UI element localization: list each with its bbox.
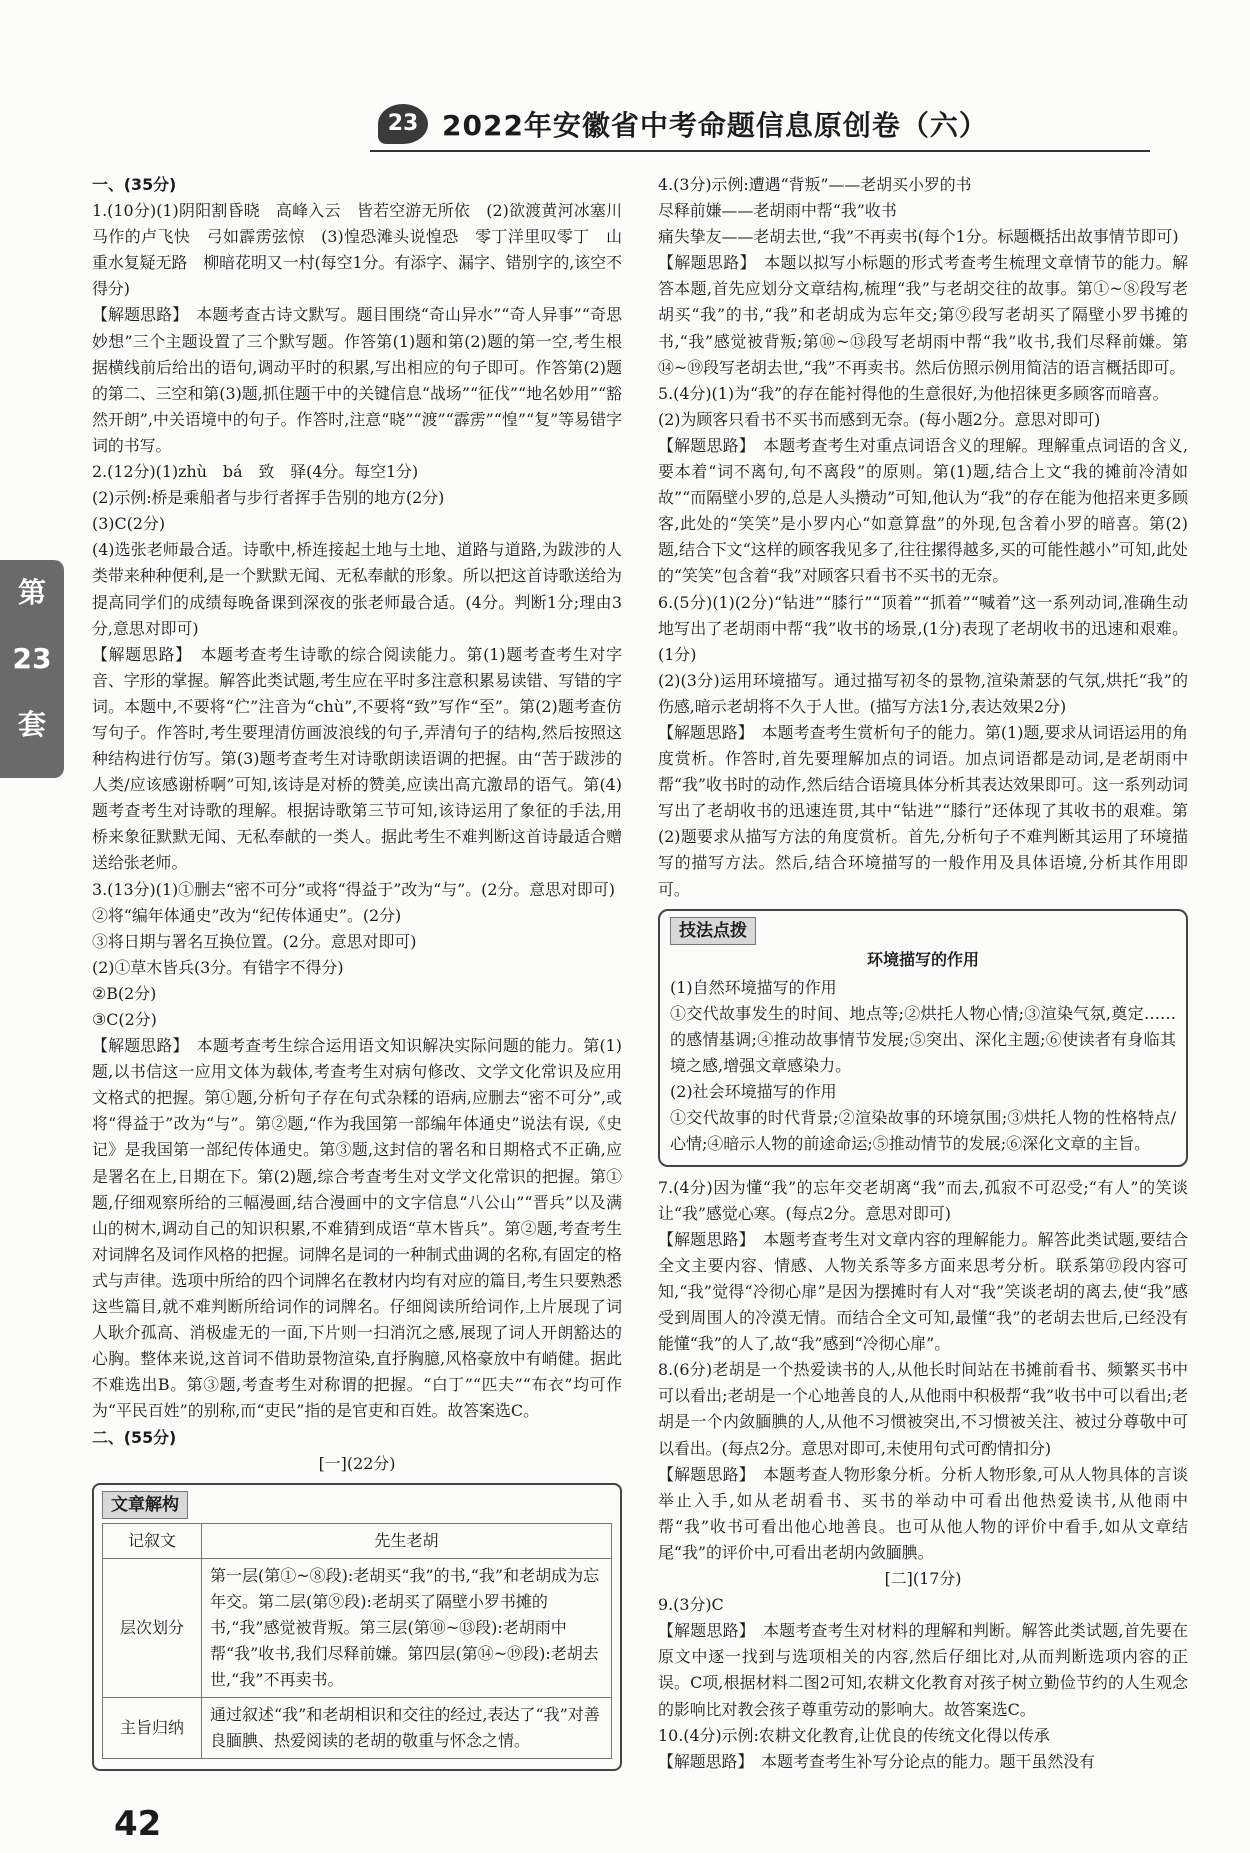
- structure-box: [92, 1483, 622, 1771]
- answer-q9: 9.(3分)C: [658, 1595, 724, 1615]
- tip-label: 技法点拨: [670, 917, 756, 945]
- analysis-q9: 【解题思路】 本题考查考生对材料的理解和判断。解答此类试题,首先要在原文中逐一找到与选项相关的内容,然后仔细比对,从而判断选项内容的正误。C项,根据材料二图2可知,农耕文化教育对孩子树立勤俭节约的人生观念的影响比对教会孩子尊重劳动的影响大。故答案选C。: [658, 1621, 1188, 1719]
- left-column: [92, 172, 638, 1777]
- table-cell-key: 记叙文: [103, 1523, 202, 1558]
- table-cell-key: 层次划分: [103, 1558, 202, 1697]
- analysis-q10: 【解题思路】 本题考查考生补写分论点的能力。题干虽然没有: [658, 1751, 1095, 1771]
- tip-line: ①交代故事发生的时间、地点等;②烘托人物心情;③渲染气氛,奠定……的感情基调;④推动故事情节发展;⑤突出、深化主题;⑥使读者有身临其境之感,增强文章感染力。: [670, 1003, 1176, 1075]
- answer-q3-6: ③C(2分): [92, 1010, 157, 1029]
- answer-q3-3: ③将日期与署名互换位置。(2分。意思对即可): [92, 931, 417, 951]
- analysis-q2: 【解题思路】 本题考查考生诗歌的综合阅读能力。第(1)题考查考生对字音、字形的掌握。解答此类试题,考生应在平时多注意积累易读错、写错的字词。本题中,不要将“伫”注音为“chù”,不要将“致”写作“至”。第(2)题考查仿写句子。作答时,考生要理清仿画波浪线的句子,弄清句子的结构,然后按照这种结构进行仿写。第(3)题考查考生对诗歌朗读语调的把握。由“苦于跋涉的人类/应该感谢桥啊”可知,该诗是对桥的赞美,应读出高亢激昂的语气。第(4)题考查考生对诗歌的理解。根据诗歌第三节可知,该诗运用了象征的手法,用桥来象征默默无闻、无私奉献的一类人。据此考生不难判断这首诗最适合赠送给张老师。: [92, 644, 622, 873]
- analysis-q3: 【解题思路】 本题考查考生综合运用语文知识解决实际问题的能力。第(1)题,以书信这一应用文体为载体,考查考生对病句修改、文学文化常识及应用文格式的把握。第①题,分析句子存在句式杂糅的语病,应删去“密不可分”,或将“得益于”改为“与”。第②题,“作为我国第一部编年体通史”说法有误,《史记》是我国第一部纪传体通史。第③题,这封信的署名和日期格式不正确,应是署名在上,日期在下。第(2)题,综合考查考生对文学文化常识的把握。第①题,仔细观察所给的三幅漫画,结合漫画中的文字信息“八公山”“晋兵”以及满山的树木,调动自己的知识积累,不难猜到成语“草木皆兵”。第②题,考查考生对词牌名及词作风格的把握。词牌名是词的一种制式曲调的名称,有固定的格式与声律。选项中所给的四个词牌名在教材内均有对应的篇目,考生只要熟悉这些篇目,就不难判断所给词作的词牌名。仔细阅读所给词作,上片展现了词人耿介孤高、消极虚无的一面,下片则一扫消沉之感,展现了词人开朗豁达的心胸。整体来说,这首词不借助景物渲染,直抒胸臆,风格豪放中有峭健。据此不难选出B。第③题,考查考生对称谓的把握。“白丁”“匹夫”“布衣”均可作为“平民百姓”的别称,而“吏民”指的是官吏和百姓。故答案选C。: [92, 1036, 622, 1421]
- analysis-q7: 【解题思路】 本题考查考生对文章内容的理解能力。解答此类试题,要结合全文主要内容、情感、人物关系等多方面来思考分析。联系第⑰段内容可知,“我”觉得“冷彻心扉”是因为摆摊时有人对“我”笑谈老胡的离去,使“我”感受到周围人的冷漠无情。而结合全文可知,最懂“我”的老胡去世后,已经没有能懂“我”的人了,故“我”感到“冷彻心扉”。: [658, 1229, 1188, 1354]
- answer-q5-2: (2)为顾客只看书不买书而感到无奈。(每小题2分。意思对即可): [658, 409, 1101, 429]
- answer-q3-5: ②B(2分): [92, 983, 157, 1003]
- answer-q6-2: (2)(3分)运用环境描写。通过描写初冬的景物,渲染萧瑟的气氛,烘托“我”的伤感,暗示老胡将不久于人世。(描写方法1分,表达效果2分): [658, 670, 1188, 716]
- technique-tip-box: [658, 909, 1188, 1167]
- answer-q3: 3.(13分)(1)①删去“密不可分”或将“得益于”改为“与”。(2分。意思对即可): [92, 879, 615, 899]
- analysis-q1: 【解题思路】 本题考查古诗文默写。题目围绕“奇山异水”“奇人异事”“奇思妙想”三个主题设置了三个默写题。作答第(1)题和第(2)题的第一空,考生根据横线前后给出的语句,调动平时的积累,写出相应的句子即可。作答第(2)题的第二、三空和第(3)题,抓住题干中的关键信息“战场”“征伐”“地名妙用”“豁然开朗”,中关语境中的句子。作答时,注意“晓”“渡”“霹雳”“惶”“复”等易错字词的书写。: [92, 305, 622, 455]
- section-heading-2: 二、(55分): [92, 1427, 177, 1447]
- answer-q2-2: (2)示例:桥是乘船者与步行者挥手告别的地方(2分): [92, 488, 445, 508]
- header-rule: [370, 150, 1150, 152]
- tip-line: ①交代故事的时代背景;②渲染故事的环境氛围;③烘托人物的性格特点/心情;④暗示人物的前途命运;⑤推动情节的发展;⑥深化文章的主旨。: [670, 1107, 1176, 1153]
- answer-q4: 4.(3分)示例:遭遇“背叛”——老胡买小罗的书: [658, 175, 972, 194]
- table-cell-value: 第一层(第①~⑧段):老胡买“我”的书,“我”和老胡成为忘年交。第二层(第⑨段):老胡买了隔壁小罗书摊的书,“我”感觉被背叛。第三层(第⑩~⑬段):老胡雨中帮“我”收书,我们尽释前嫌。第四层(第⑭~⑲段):老胡去世,“我”不再卖书。: [202, 1558, 612, 1697]
- answer-q8: 8.(6分)老胡是一个热爱读书的人,从他长时间站在书摊前看书、频繁买书中可以看出;老胡是一个心地善良的人,从他雨中积极帮“我”收书中可以看出;老胡是一个内敛腼腆的人,从他不习惯被突出,不习惯被关注、被过分尊敬中可以看出。(每点2分。意思对即可,未使用句式可酌情扣分): [658, 1360, 1188, 1458]
- analysis-q6: 【解题思路】 本题考查考生赏析句子的能力。第(1)题,要求从词语运用的角度赏析。作答时,首先要理解加点的词语。加点词语都是动词,是老胡雨中帮“我”收书时的动作,然后结合语境具体分析其表达效果即可。这一系列动词写出了老胡收书的迅速连贯,其中“钻进”“膝行”还体现了其收书的艰难。第(2)题要求从描写方法的角度赏析。首先,分析句子不难判断其运用了环境描写的描写方法。然后,结合环境描写的一般作用及具体语境,分析其作用即可。: [658, 722, 1188, 899]
- answer-q2-4: (4)选张老师最合适。诗歌中,桥连接起土地与土地、道路与道路,为跋涉的人类带来种种便利,是一个默默无闻、无私奉献的形象。所以把这首诗歌送给为提高同学们的成绩每晚备课到深夜的张老师最合适。(4分。判断1分;理由3分,意思对即可): [92, 540, 622, 638]
- answer-q3-2: ②将“编年体通史”改为“纪传体通史”。(2分): [92, 905, 402, 925]
- answer-q4-2: 尽释前嫌——老胡雨中帮“我”收书: [658, 201, 897, 221]
- section-heading: 一、(35分): [92, 175, 177, 194]
- tip-title: 环境描写的作用: [866, 949, 979, 969]
- side-tab: [0, 560, 64, 778]
- right-column: [658, 172, 1188, 1775]
- page-number: 42: [114, 1804, 162, 1844]
- answer-q6: 6.(5分)(1)(2分)“钻进”“膝行”“顶着”“抓着”“喊着”这一系列动词,准确生动地写出了老胡雨中帮“我”收书的场景,(1分)表现了老胡收书的迅速和艰难。(1分): [658, 592, 1188, 664]
- table-row: [103, 1697, 612, 1758]
- answer-q5: 5.(4分)(1)为“我”的存在能衬得他的生意很好,为他招徕更多顾客而暗喜。: [658, 383, 1169, 403]
- table-row: [103, 1558, 612, 1697]
- part-heading-2: [二](17分): [884, 1569, 962, 1589]
- table-cell-value: 通过叙述“我”和老胡相识和交往的经过,表达了“我”对善良腼腆、热爱阅读的老胡的敬重与怀念之情。: [202, 1697, 612, 1758]
- answer-q3-4: (2)①草木皆兵(3分。有错字不得分): [92, 957, 344, 977]
- side-tab-char-1: 第: [17, 576, 46, 609]
- structure-table: [102, 1523, 612, 1759]
- answer-q4-3: 痛失挚友——老胡去世,“我”不再卖书(每个1分。标题概括出故事情节即可): [658, 227, 1179, 247]
- page-header: [370, 104, 1170, 148]
- table-row: [103, 1523, 612, 1558]
- analysis-q4: 【解题思路】 本题以拟写小标题的形式考查考生梳理文章情节的能力。解答本题,首先应划分文章结构,梳理“我”与老胡交往的故事。第①~⑧段写老胡买“我”的书,“我”和老胡成为忘年交;第⑨段写老胡买了隔壁小罗书摊的书,“我”感觉被背叛;第⑩~⑬段写老胡雨中帮“我”收书,我们尽释前嫌。第⑭~⑲段写老胡去世,“我”不再卖书。然后仿照示例用简洁的语言概括即可。: [658, 253, 1188, 377]
- table-cell-value: 先生老胡: [202, 1523, 612, 1558]
- answer-q1: 1.(10分)(1)阴阳割昏晓 高峰入云 皆若空游无所依 (2)欲渡黄河冰塞川 马作的卢飞快 弓如霹雳弦惊 (3)惶恐滩头说惶恐 零丁洋里叹零丁 山重水复疑无路 柳暗花明又一村(每空1分。有添字、漏字、错别字的,该空不得分): [92, 201, 638, 299]
- table-cell-key: 主旨归纳: [103, 1697, 202, 1758]
- answer-q7: 7.(4分)因为懂“我”的忘年交老胡离“我”而去,孤寂不可忍受;“有人”的笑谈让“我”感觉心寒。(每点2分。意思对即可): [658, 1177, 1188, 1223]
- side-tab-char-2: 23: [12, 642, 52, 675]
- tip-line: (2)社会环境描写的作用: [670, 1081, 837, 1101]
- structure-box-label: 文章解构: [102, 1491, 188, 1519]
- analysis-q8: 【解题思路】 本题考查人物形象分析。分析人物形象,可从人物具体的言谈举止入手,如从老胡看书、买书的举动中可看出他热爱读书,从他雨中帮“我”收书可看出他心地善良。也可从他人物的评价中看手,如从文章结尾“我”的评价中,可看出老胡内敛腼腆。: [658, 1464, 1188, 1562]
- answer-q10: 10.(4分)示例:农耕文化教育,让优良的传统文化得以传承: [658, 1725, 1050, 1745]
- side-tab-char-3: 套: [17, 708, 46, 741]
- tip-line: (1)自然环境描写的作用: [670, 977, 837, 997]
- answer-q2-3: (3)C(2分): [92, 514, 166, 534]
- page-title: 2022年安徽省中考命题信息原创卷（六）: [442, 109, 988, 142]
- part-heading: [一](22分): [318, 1453, 396, 1473]
- answer-q2: 2.(12分)(1)zhù bá 致 驿(4分。每空1分): [92, 462, 419, 482]
- analysis-q5: 【解题思路】 本题考查考生对重点词语含义的理解。理解重点词语的含义,要本着“词不离句,句不离段”的原则。第(1)题,结合上文“我的摊前冷清如故”“而隔壁小罗的,总是人头攒动”可知,他认为“我”的存在能为他招来更多顾客,此处的“笑笑”是小罗内心“如意算盘”的外现,包含着小罗的暗喜。第(2)题,结合下文“这样的顾客我见多了,往往摞得越多,买的可能性越小”可知,此处的“笑笑”包含着“我”对顾客只看书不买书的无奈。: [658, 435, 1188, 586]
- set-number-badge: 23: [378, 104, 428, 144]
